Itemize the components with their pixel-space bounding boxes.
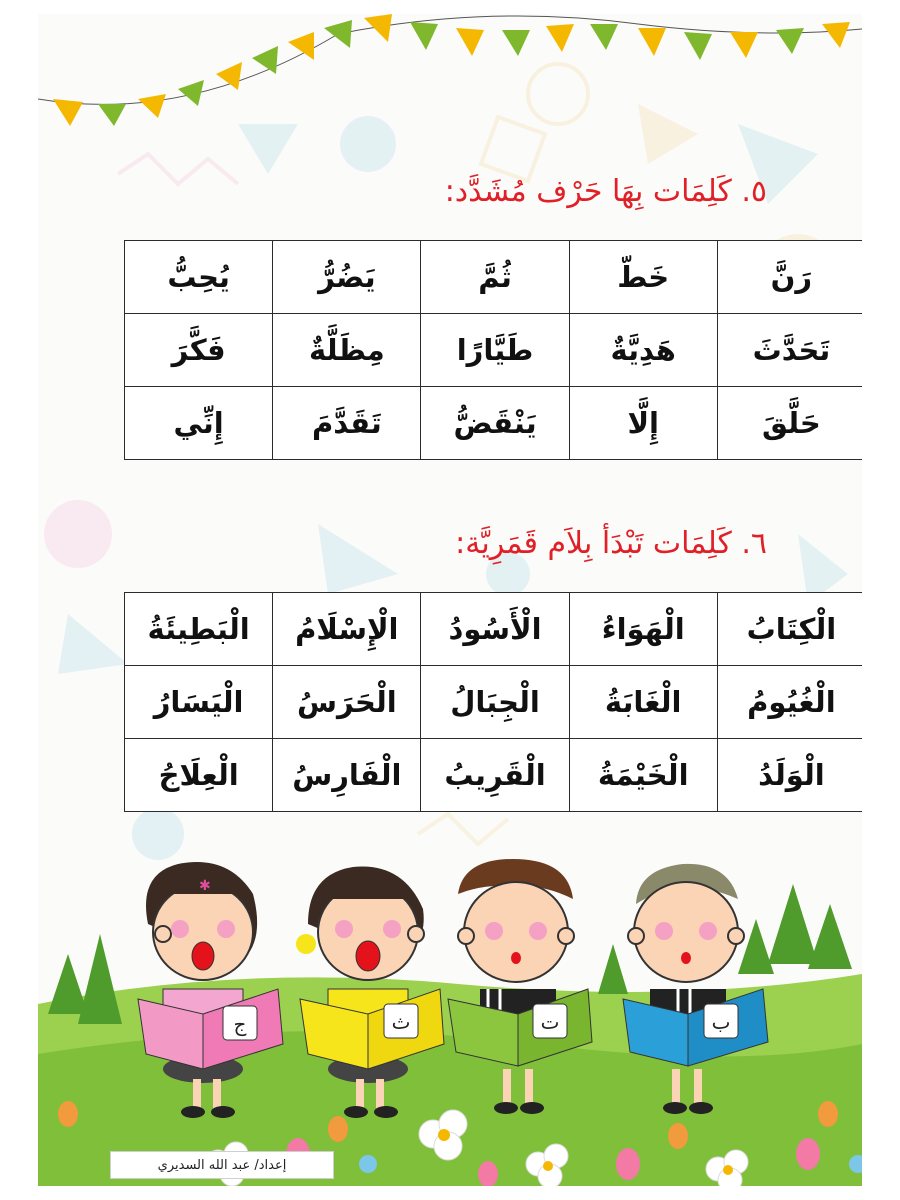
book-letter-jeem: ج bbox=[233, 1012, 247, 1036]
section-5-heading: ٥. كَلِمَات بِهَا حَرْف مُشَدَّد: bbox=[444, 174, 767, 209]
word-cell: تَحَدَّثَ bbox=[717, 314, 862, 387]
table-row bbox=[125, 739, 863, 812]
table-row bbox=[125, 666, 863, 739]
svg-text:✱: ✱ bbox=[199, 878, 211, 894]
word-cell: الْعِلَاجُ bbox=[125, 739, 273, 812]
word-cell: الْأَسُودُ bbox=[421, 593, 569, 666]
word-cell: يُحِبُّ bbox=[125, 241, 273, 314]
word-cell: الْجِبَالُ bbox=[421, 666, 569, 739]
word-cell: حَلَّقَ bbox=[717, 387, 862, 460]
author-credit: إعداد/ عبد الله السديري bbox=[110, 1151, 334, 1179]
table-row bbox=[125, 387, 863, 460]
book-letter-thaa: ث bbox=[391, 1010, 411, 1034]
book-letter-taa: ت bbox=[540, 1010, 560, 1034]
word-cell: رَنَّ bbox=[717, 241, 862, 314]
word-cell: الْخَيْمَةُ bbox=[569, 739, 717, 812]
word-cell: هَدِيَّةٌ bbox=[569, 314, 717, 387]
section-6-heading: ٦. كَلِمَات تَبْدَأ بِلاَم قَمَرِيَّة: bbox=[455, 526, 767, 561]
word-cell: تَقَدَّمَ bbox=[273, 387, 421, 460]
word-cell: يَنْقَضُّ bbox=[421, 387, 569, 460]
word-cell: إِنِّي bbox=[125, 387, 273, 460]
word-cell: الْحَرَسُ bbox=[273, 666, 421, 739]
word-cell: طَيَّارًا bbox=[421, 314, 569, 387]
word-cell: الْبَطِيئَةُ bbox=[125, 593, 273, 666]
word-cell: الْفَارِسُ bbox=[273, 739, 421, 812]
worksheet-sheet bbox=[38, 14, 862, 1186]
word-cell: خَطّ bbox=[569, 241, 717, 314]
word-cell: يَضُرُّ bbox=[273, 241, 421, 314]
word-cell: ثُمَّ bbox=[421, 241, 569, 314]
word-cell: الْهَوَاءُ bbox=[569, 593, 717, 666]
word-cell: الْإِسْلَامُ bbox=[273, 593, 421, 666]
word-cell: مِظَلَّةٌ bbox=[273, 314, 421, 387]
bunting-flags bbox=[38, 14, 862, 126]
section-6-word-table bbox=[124, 592, 862, 812]
word-cell: الْقَرِيبُ bbox=[421, 739, 569, 812]
book-letter-baa: ب bbox=[711, 1010, 731, 1034]
word-cell: الْغُيُومُ bbox=[717, 666, 862, 739]
word-cell: الْوَلَدُ bbox=[717, 739, 862, 812]
word-cell: الْكِتَابُ bbox=[717, 593, 862, 666]
table-row bbox=[125, 314, 863, 387]
section-5-word-table bbox=[124, 240, 862, 460]
word-cell: فَكَّرَ bbox=[125, 314, 273, 387]
word-cell: الْغَابَةُ bbox=[569, 666, 717, 739]
word-cell: إِلَّا bbox=[569, 387, 717, 460]
table-row bbox=[125, 241, 863, 314]
table-row bbox=[125, 593, 863, 666]
word-cell: الْيَسَارُ bbox=[125, 666, 273, 739]
